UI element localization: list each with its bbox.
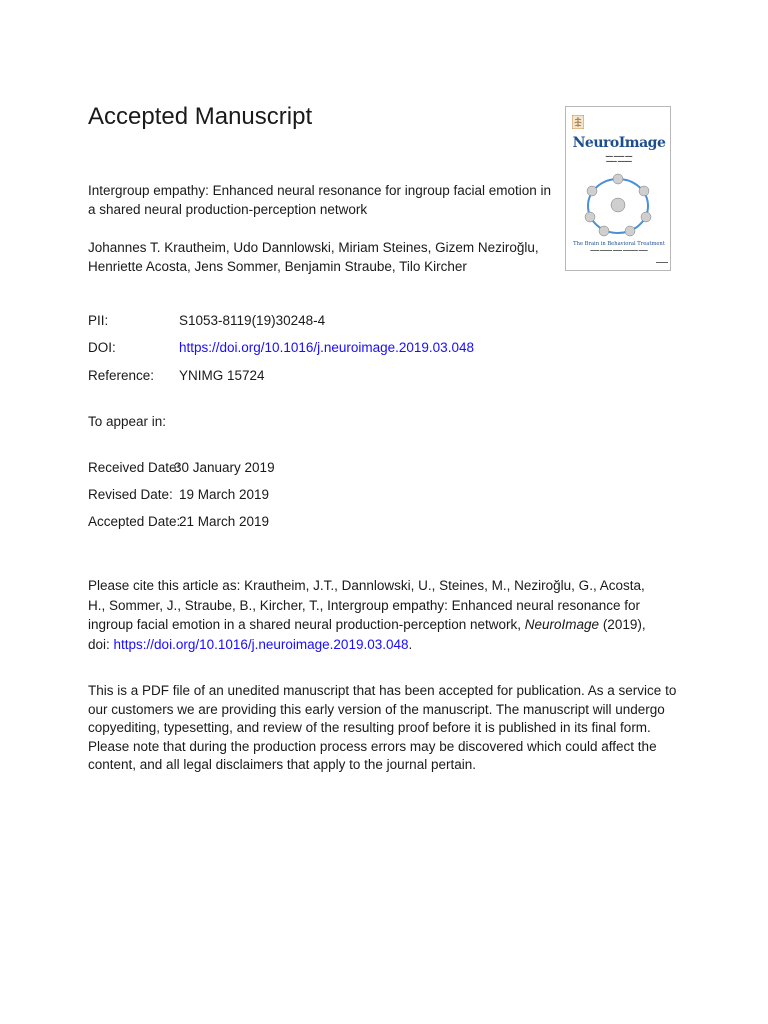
accepted-label: Accepted Date: xyxy=(88,514,181,529)
publisher-logo-icon xyxy=(572,115,584,129)
received-value: 30 January 2019 xyxy=(174,460,275,475)
citation-suffix: . xyxy=(408,636,413,652)
appear-label: To appear in: xyxy=(88,414,167,429)
citation-text-middle: (2019), doi: xyxy=(88,617,646,652)
cover-editors-line: ▬▬▬ ▬▬▬▬ ▬▬▬ ▬▬▬▬▬ ▬▬▬ xyxy=(590,248,648,252)
cover-journal-name: NeuroImage xyxy=(572,135,666,151)
accepted-value: 21 March 2019 xyxy=(179,514,270,529)
citation-paragraph xyxy=(88,576,648,654)
cover-title: The Brain in Behavioral Treatment xyxy=(573,241,665,247)
revised-value: 19 March 2019 xyxy=(179,487,270,502)
pii-value: S1053-8119(19)30248-4 xyxy=(179,313,326,328)
doi-label: DOI: xyxy=(88,340,116,355)
page-title: Accepted Manuscript xyxy=(88,103,313,130)
pii-label: PII: xyxy=(88,313,109,328)
citation-doi-link[interactable]: https://doi.org/10.1016/j.neuroimage.2019.03.048 xyxy=(113,636,409,652)
article-title: Intergroup empathy: Enhanced neural resonance for ingroup facial emotion in a shared neural production-perception network xyxy=(88,183,552,217)
journal-cover-image xyxy=(565,106,671,271)
disclaimer-paragraph: This is a PDF file of an unedited manuscript that has been accepted for publication. As a service to our customers we are providing this early version of the manuscript. The manuscript will undergo copyediting, typesetting, and review of the resulting proof before it is published in its final form. Please note that during the production process errors may be discovered which could affect the content, and all legal disclaimers that apply to the journal pertain. xyxy=(88,683,677,772)
received-label: Received Date: xyxy=(88,460,181,475)
reference-label: Reference: xyxy=(88,368,155,383)
doi-link[interactable]: https://doi.org/10.1016/j.neuroimage.2019.03.048 xyxy=(179,340,474,355)
cover-publisher-mark: ▬▬▬▬ xyxy=(656,260,668,264)
citation-journal: NeuroImage xyxy=(524,617,600,632)
revised-label: Revised Date: xyxy=(88,487,173,502)
cover-brain-cycle-illustration xyxy=(580,171,656,241)
reference-value: YNIMG 15724 xyxy=(179,368,265,383)
citation-text: Please cite this article as: Krautheim, J.T., Dannlowski, U., Steines, M., Neziroğlu, G., Acosta, H., Sommer, J., Straube, B., Kircher, T., Intergroup empathy: Enhanced neural resonance for ingroup facial emotion in a shared neural production-perception network, xyxy=(88,578,645,632)
authors: Johannes T. Krautheim, Udo Dannlowski, Miriam Steines, Gizem Neziroğlu, Henriette Acosta, Jens Sommer, Benjamin Straube, Tilo Kircher xyxy=(88,240,539,274)
cover-subtitle-line: ▬▬▬ ▬▬▬▬ xyxy=(606,159,632,163)
cover-subtitle-line: ▬▬ ▬▬▬ ▬▬ xyxy=(605,154,633,158)
